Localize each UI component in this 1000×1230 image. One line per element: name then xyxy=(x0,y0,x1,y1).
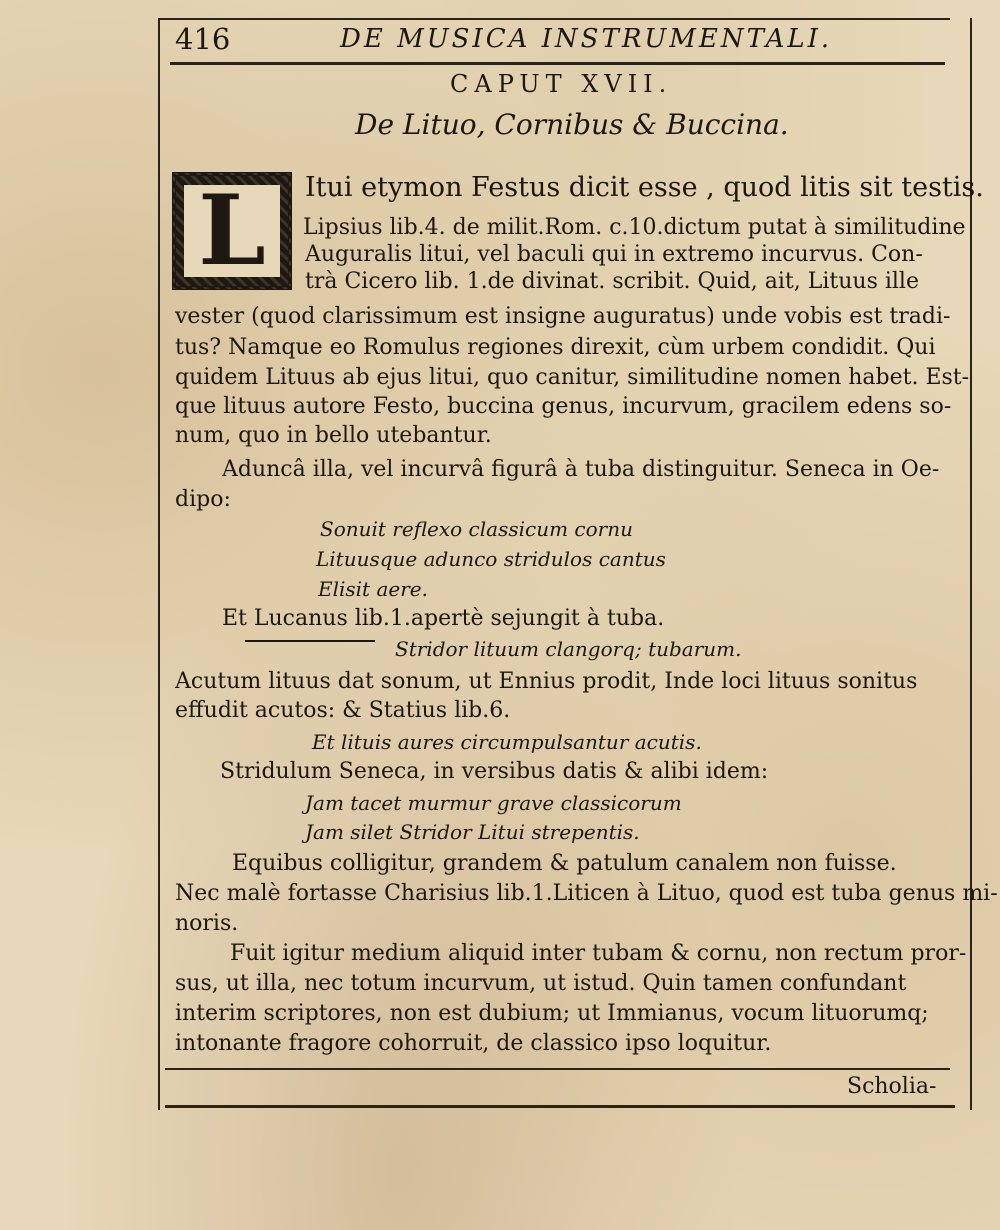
running-title: DE MUSICA INSTRUMENTALI. xyxy=(340,24,833,54)
text-line: Stridulum Seneca, in versibus datis & alibi idem: xyxy=(220,759,769,784)
text-line: Aduncâ illa, vel incurvâ figurâ à tuba distinguitur. Seneca in Oe- xyxy=(222,457,940,482)
verse-line: Jam tacet murmur grave classicorum xyxy=(305,791,682,815)
text-line: quidem Lituus ab ejus litui, quo canitur, similitudine nomen habet. Est- xyxy=(175,365,970,390)
text-line: sus, ut illa, nec totum incurvum, ut istud. Quin tamen confundant xyxy=(175,971,907,996)
verse-line: Stridor lituum clangorq; tubarum. xyxy=(395,637,742,661)
text-line: Equibus colligitur, grandem & patulum canalem non fuisse. xyxy=(232,851,897,876)
text-line: trà Cicero lib. 1.de divinat. scribit. Quid, ait, Lituus ille xyxy=(305,269,919,294)
text-line: que lituus autore Festo, buccina genus, incurvum, gracilem edens so- xyxy=(175,394,952,419)
text-line: Nec malè fortasse Charisius lib.1.Liticen à Lituo, quod est tuba genus mi- xyxy=(175,881,998,906)
verse-line: Elisit aere. xyxy=(318,577,428,601)
text-line: Acutum lituus dat sonum, ut Ennius prodit, Inde loci lituus sonitus xyxy=(175,669,918,694)
verse-line: Jam silet Stridor Litui strepentis. xyxy=(305,820,640,844)
text-line: dipo: xyxy=(175,487,231,512)
text-line: noris. xyxy=(175,911,239,936)
drop-cap xyxy=(172,172,292,290)
text-line: vester (quod clarissimum est insigne auguratus) unde vobis est tradi- xyxy=(175,304,951,329)
text-line: effudit acutos: & Statius lib.6. xyxy=(175,698,511,723)
dash-rule xyxy=(245,640,375,642)
footer-rule xyxy=(165,1068,950,1070)
text-line: tus? Namque eo Romulus regiones direxit, cùm urbem condidit. Qui xyxy=(175,335,936,360)
verse-line: Sonuit reflexo classicum cornu xyxy=(320,517,633,541)
text-line: interim scriptores, non est dubium; ut Immianus, vocum lituorumq; xyxy=(175,1001,929,1026)
catchword: Scholia- xyxy=(847,1074,937,1099)
top-rule xyxy=(158,18,950,20)
text-line: Auguralis litui, vel baculi qui in extremo incurvus. Con- xyxy=(305,242,923,267)
chapter-heading: CAPUT XVII. xyxy=(450,70,673,98)
text-line: Fuit igitur medium aliquid inter tubam & cornu, non rectum pror- xyxy=(230,941,967,966)
page-number: 416 xyxy=(175,22,231,56)
text-line: Et Lucanus lib.1.apertè sejungit à tuba. xyxy=(222,606,665,631)
text-line: Itui etymon Festus dicit esse , quod litis sit testis. xyxy=(305,172,984,203)
header-rule xyxy=(170,62,945,65)
verse-line: Lituusque adunco stridulos cantus xyxy=(316,547,666,571)
text-line: intonante fragore cohorruit, de classico ipso loquitur. xyxy=(175,1031,772,1056)
footer-rule-lower xyxy=(165,1105,955,1108)
text-line: Lipsius lib.4. de milit.Rom. c.10.dictum putat à similitudine xyxy=(303,215,966,240)
chapter-subtitle: De Lituo, Cornibus & Buccina. xyxy=(355,108,789,141)
text-line: num, quo in bello utebantur. xyxy=(175,423,492,448)
verse-line: Et lituis aures circumpulsantur acutis. xyxy=(312,730,702,754)
drop-cap-letter: L xyxy=(184,185,280,277)
